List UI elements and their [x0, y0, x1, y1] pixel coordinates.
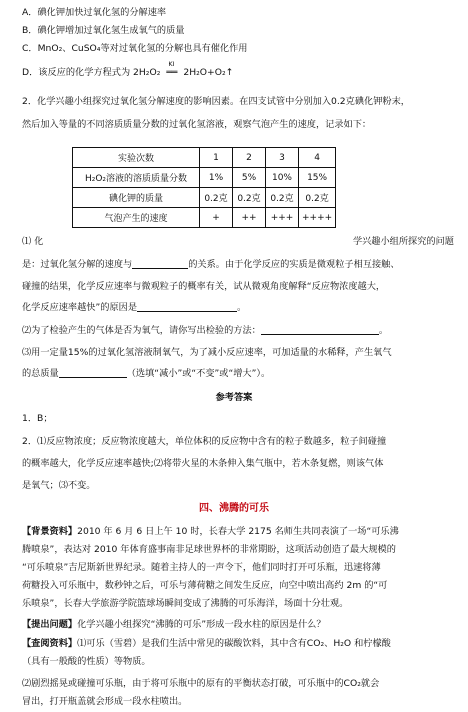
table-row	[73, 208, 336, 228]
option-d-eq: ══	[166, 67, 178, 78]
option-c: C．MnO₂、CuSO₄等对过氧化氢的分解也具有催化作用	[22, 43, 248, 54]
ref-line3: ⑵剧烈摇晃或碰撞可乐瓶，由于将可乐瓶中的原有的平衡状态打破，可乐瓶中的CO₂就会	[22, 678, 380, 689]
bg-label: 【背景资料】	[22, 526, 78, 537]
q2-intro-line2: 然后加入等量的不同溶质质量分数的过氧化氢溶液，观察气泡产生的速度，记录如下：	[22, 119, 372, 130]
bg-line3: “可乐喷泉”吉尼斯新世界纪录。随着主持人的一声令下，他们同时打开可乐瓶，迅速将薄	[22, 562, 381, 573]
answers-heading: 参考答案	[215, 392, 253, 403]
table-cell: ++++	[299, 208, 336, 228]
option-d-prefix: D．该反应的化学方程式为 2H₂O₂	[22, 67, 161, 78]
bg-text1: 2010 年 6 月 6 日上午 10 时，长春大学 2175 名师生共同表演了一场“可乐沸	[77, 526, 399, 537]
q2-s2-line	[22, 324, 454, 337]
ref-line1	[22, 637, 454, 650]
option-d-arrow	[166, 60, 178, 79]
q2-s1-g: 。	[237, 302, 247, 313]
option-a: A．碘化钾加快过氧化氢的分解速率	[22, 7, 167, 18]
table-cell: 3	[266, 148, 299, 168]
q2-s3-line	[22, 367, 454, 380]
q2-s3-b: 的总质量	[22, 368, 59, 379]
answer-2-line3: 是氧气；⑶不变。	[22, 480, 96, 491]
q2-s1-f-line	[22, 301, 454, 314]
question-label: 【提出问题】	[22, 619, 78, 630]
q2-s1-e: 碰撞的结果，化学反应速率与微观粒子的概率有关，试从微观角度解释“反应物浓度越大，	[22, 281, 386, 292]
bg-line1	[22, 525, 454, 538]
answer-2-line1: 2．⑴反应物浓度；反应物浓度越大，单位体积的反应物中含有的粒子数越多，粒子间碰撞	[22, 436, 387, 447]
q2-s3-c: （选填“减小”或“不变”或“增大”）。	[126, 368, 271, 379]
ref-label: 【查阅资料】	[22, 638, 78, 649]
table-row	[73, 148, 336, 168]
q2-s2-b: 。	[378, 325, 389, 336]
blank-answer[interactable]	[137, 301, 237, 312]
table-cell: 碘化钾的质量	[73, 188, 200, 208]
table-cell: 0.2克	[233, 188, 266, 208]
q2-s1-c: 是：过氧化氢分解的速度与	[22, 259, 133, 270]
experiment-table	[72, 147, 336, 228]
question-text: 化学兴趣小组探究“沸腾的可乐”形成一段水柱的原因是什么？	[77, 619, 326, 630]
option-d-condition: KI	[168, 60, 175, 68]
q2-s1-f: 化学反应速率越快”的原因是	[22, 302, 138, 313]
table-cell: 4	[299, 148, 336, 168]
answer-1: 1．B；	[22, 413, 53, 424]
blank-answer[interactable]	[261, 324, 379, 335]
q2-s1-d: 的关系。由于化学反应的实质是微观粒子相互接触、	[188, 259, 400, 270]
table-cell: 气泡产生的速度	[73, 208, 200, 228]
table-cell: 10%	[266, 168, 299, 188]
ref-line4: 冒出，打开瓶盖就会形成一段水柱喷出。	[22, 696, 188, 707]
table-cell: 5%	[233, 168, 266, 188]
q2-intro-line1: 2．化学兴趣小组探究过氧化氢分解速度的影响因素。在四支试管中分别加入0.2克碘化钾粉末，	[22, 96, 410, 107]
table-row	[73, 168, 336, 188]
answer-2-line2: 的概率越大，化学反应速率越快;⑵将带火星的木条伸入集气瓶中，若木条复燃，则该气体	[22, 458, 384, 469]
q2-s1-a: ⑴ 化	[22, 236, 44, 247]
table-cell: +	[200, 208, 233, 228]
table-cell: +++	[266, 208, 299, 228]
option-b: B．碘化钾增加过氧化氢生成氧气的质量	[22, 25, 185, 36]
q2-s2-a: ⑵为了检验产生的气体是否为氧气，请你写出检验的方法：	[22, 325, 261, 336]
q2-s1-c-line	[22, 258, 454, 271]
blank-answer[interactable]	[59, 367, 127, 378]
bg-line4: 荷糖投入可乐瓶中，数秒钟之后，可乐与薄荷糖之间发生反应，向空中喷出高约 2m 的“可	[22, 580, 388, 591]
table-cell: 0.2克	[299, 188, 336, 208]
section4-title: 四、沸腾的可乐	[199, 503, 269, 514]
q2-s1-b: 学兴趣小组所探究的问题	[352, 236, 454, 247]
table-cell: 实验次数	[73, 148, 200, 168]
option-d	[22, 60, 454, 79]
table-cell: 0.2克	[200, 188, 233, 208]
blank-answer[interactable]	[132, 258, 188, 269]
table-cell: H₂O₂溶液的溶质质量分数	[73, 168, 200, 188]
ref-text1: ⑴可乐（雪碧）是我们生活中常见的碳酸饮料，其中含有CO₂、H₂O 和柠檬酸	[77, 638, 391, 649]
bg-line2: 腾喷泉”，表达对 2010 年体育盛事南非足球世界杯的非常期盼，这项活动创造了最大规模的	[22, 544, 396, 555]
option-d-suffix: 2H₂O+O₂↑	[183, 67, 234, 78]
table-cell: ++	[233, 208, 266, 228]
table-cell: 0.2克	[266, 188, 299, 208]
bg-line5: 乐喷泉”，长春大学旅游学院篮球场瞬间变成了沸腾的可乐海洋，场面十分壮观。	[22, 598, 349, 609]
table-cell: 15%	[299, 168, 336, 188]
question-line	[22, 618, 454, 631]
table-cell: 1	[200, 148, 233, 168]
q2-s3-a: ⑶用一定量15%的过氧化氢溶液制氧气，为了减小反应速率，可加适量的水稀释，产生氧气	[22, 347, 392, 358]
table-cell: 2	[233, 148, 266, 168]
ref-line2: （具有一般酸的性质）等物质。	[22, 656, 151, 667]
table-cell: 1%	[200, 168, 233, 188]
table-row	[73, 188, 336, 208]
